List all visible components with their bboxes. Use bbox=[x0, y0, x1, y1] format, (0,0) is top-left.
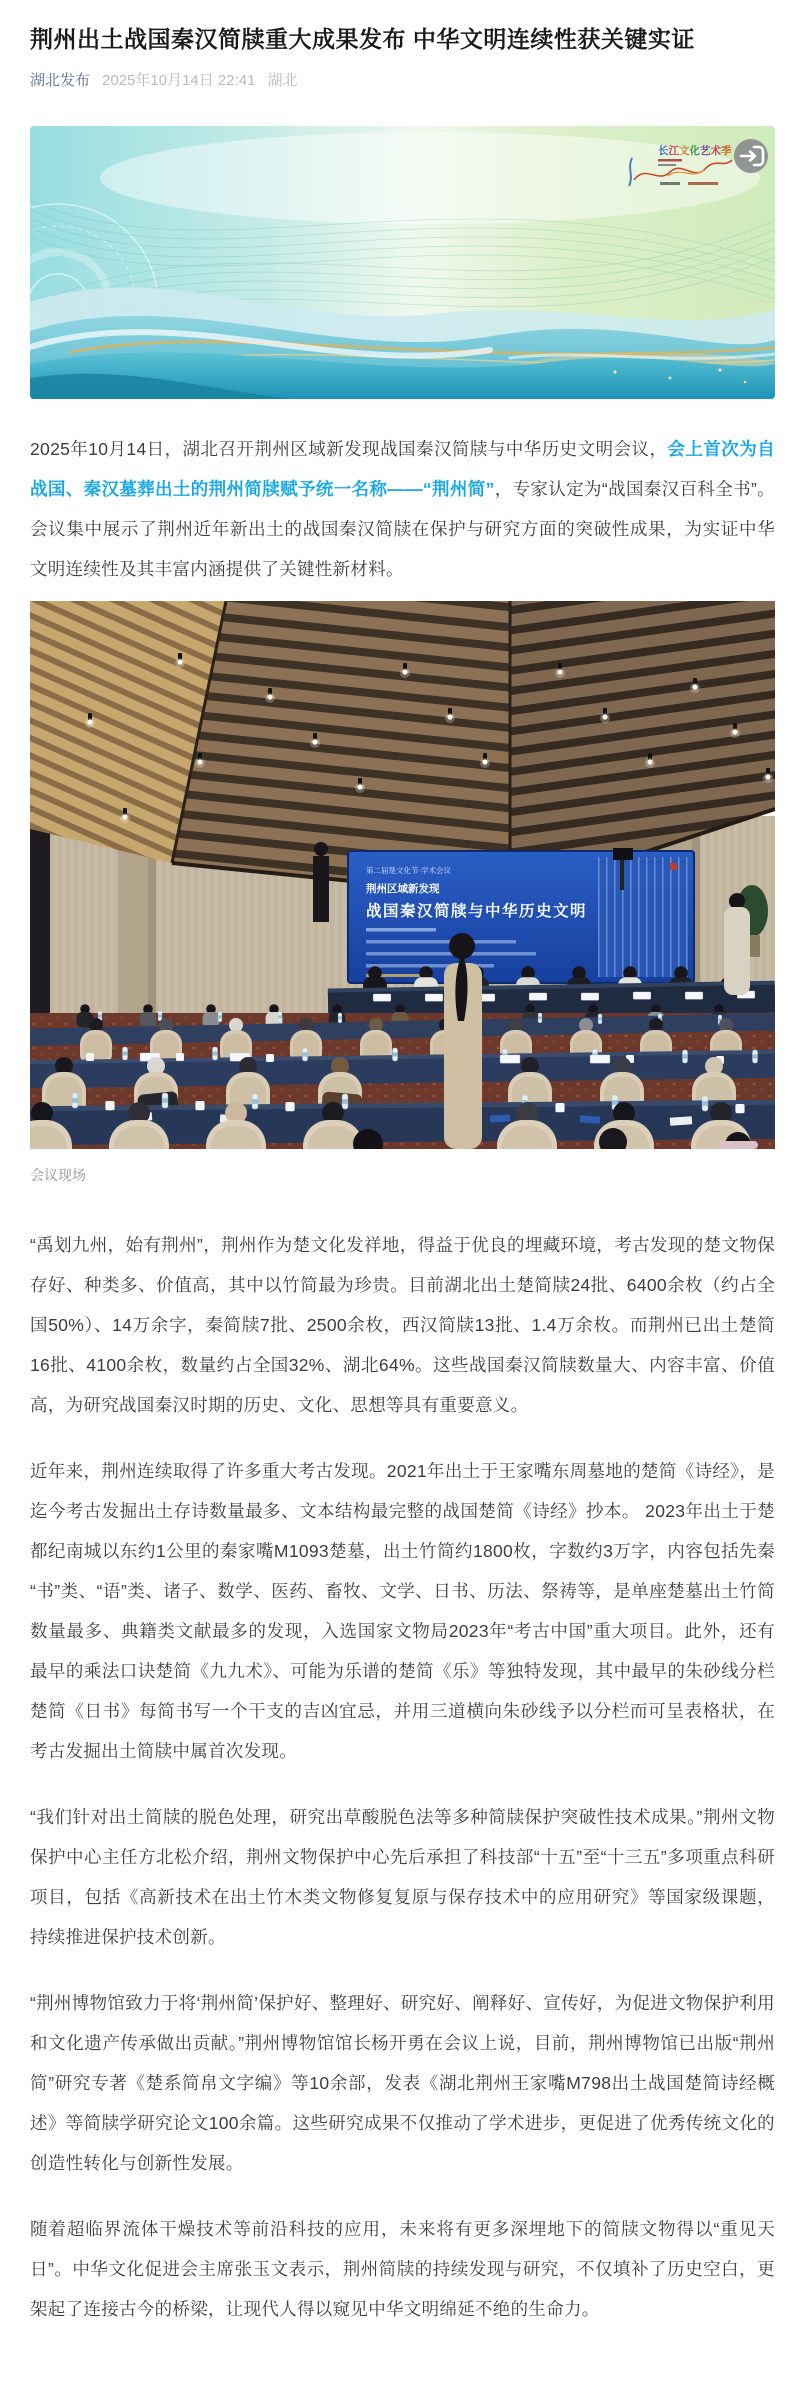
paragraph-4: “我们针对出土简牍的脱色处理，研究出草酸脱色法等多种简牍保护突破性技术成果。”荆州文物保护中心主任方北松介绍，荆州文物保护中心先后承担了科技部“十五”至“十三五”多项重点科研项目，包括《高新技术在出土竹木类文物修复复原与保存技术中的应用研究》等国家级课题，持续推进保护技术创新。 bbox=[30, 1807, 775, 1947]
paragraph-5: “荆州博物馆致力于将‘荆州简’保护好、整理好、研究好、阐释好、宣传好，为促进文物保护利用和文化遗产传承做出贡献。”荆州博物馆馆长杨开勇在会议上说，目前，荆州博物馆已出版“荆州简”研究专著《楚系简帛文字编》等10余部，发表《湖北荆州王家嘴M798出土战国楚简诗经概述》等简牍学研究论文100余篇。这些研究成果不仅推动了学术进步，更促进了优秀传统文化的创造性转化与创新性发展。 bbox=[30, 1993, 775, 2173]
account-link[interactable]: 湖北发布 bbox=[30, 72, 91, 89]
paragraph-1 bbox=[30, 429, 775, 589]
standing-attendee bbox=[444, 933, 482, 1149]
screen-title: 战国秦汉简牍与中华历史文明 bbox=[366, 903, 588, 920]
banner-image[interactable] bbox=[30, 126, 775, 399]
festival-logo-text: 长江文化艺术季 bbox=[658, 145, 732, 157]
screen-subtitle: 荆州区域新发现 bbox=[366, 883, 440, 895]
paragraph-3: 近年来，荆州连续取得了许多重大考古发现。2021年出土于王家嘴东周墓地的楚简《诗经》，是迄今考古发掘出土存诗数量最多、文本结构最完整的战国楚简《诗经》抄本。 2023年出土于楚都纪南城以东约1公里的秦家嘴M1093楚墓，出土竹简约1800枚，字数约3万字，内容包括先秦“书”类、“语”类、诸子、数学、医药、畜牧、文学、日书、历法、祭祷等，是单座楚墓出土竹简数量最多、典籍类文献最多的发现，入选国家文物局2023年“考古中国”重大项目。此外，还有最早的乘法口诀楚简《九九术》、可能为乐谱的楚简《乐》等独特发现，其中最早的朱砂线分栏楚简《日书》每简书写一个干支的吉凶宜忌，并用三道横向朱砂线予以分栏而可呈表格状，在考古发掘出土简牍中属首次发现。 bbox=[30, 1461, 775, 1761]
byline bbox=[30, 70, 775, 92]
publish-date: 2025年10月14日 22:41 bbox=[102, 72, 256, 89]
photo-caption: 会议现场 bbox=[30, 1167, 86, 1183]
jump-icon bbox=[734, 139, 768, 173]
paragraph-6: 随着超临界流体干燥技术等前沿科技的应用，未来将有更多深埋地下的简牍文物得以“重见天日”。中华文化促进会主席张玉文表示，荆州简牍的持续发现与研究，不仅填补了历史空白，更架起了连接古今的桥梁，让现代人得以窥见中华文明绵延不绝的生命力。 bbox=[30, 2219, 775, 2319]
publish-location: 湖北 bbox=[267, 72, 298, 89]
article-title: 荆州出土战国秦汉简牍重大成果发布 中华文明连续性获关键实证 bbox=[30, 26, 695, 52]
conference-photo[interactable] bbox=[30, 601, 775, 1149]
banner-artwork bbox=[30, 126, 775, 399]
p1-text: 2025年10月14日，湖北召开荆州区域新发现战国秦汉简牍与中华历史文明会议， bbox=[30, 439, 668, 459]
p1-text-cont: ，专家认定为“战国秦汉百科全书”。会议集中展示了荆州近年新出土的战国秦汉简牍在保护与研究方面的突破性成果，为实证中华文明连续性及其丰富内涵提供了关键性新材料。 bbox=[30, 479, 775, 579]
p1-highlight: 会上首次为自战国、秦汉墓葬出土的荆州简牍赋予统一名称——“荆州简” bbox=[30, 439, 775, 499]
conference-photo-art bbox=[30, 601, 775, 1149]
screen-header: 第二届楚文化节·学术会议 bbox=[366, 866, 451, 875]
paragraph-2: “禹划九州，始有荆州”，荆州作为楚文化发祥地，得益于优良的埋藏环境，考古发现的楚文物保存好、种类多、价值高，其中以竹简最为珍贵。目前湖北出土楚简牍24批、6400余枚（约占全国50%）、14万余字，秦简牍7批、2500余枚，西汉简牍13批、1.4万余枚。而荆州已出土楚简16批、4100余枚，数量约占全国32%、湖北64%。这些战国秦汉简牍数量大、内容丰富、价值高，为研究战国秦汉时期的历史、文化、思想等具有重要意义。 bbox=[30, 1235, 775, 1415]
projection-screen bbox=[348, 851, 694, 983]
